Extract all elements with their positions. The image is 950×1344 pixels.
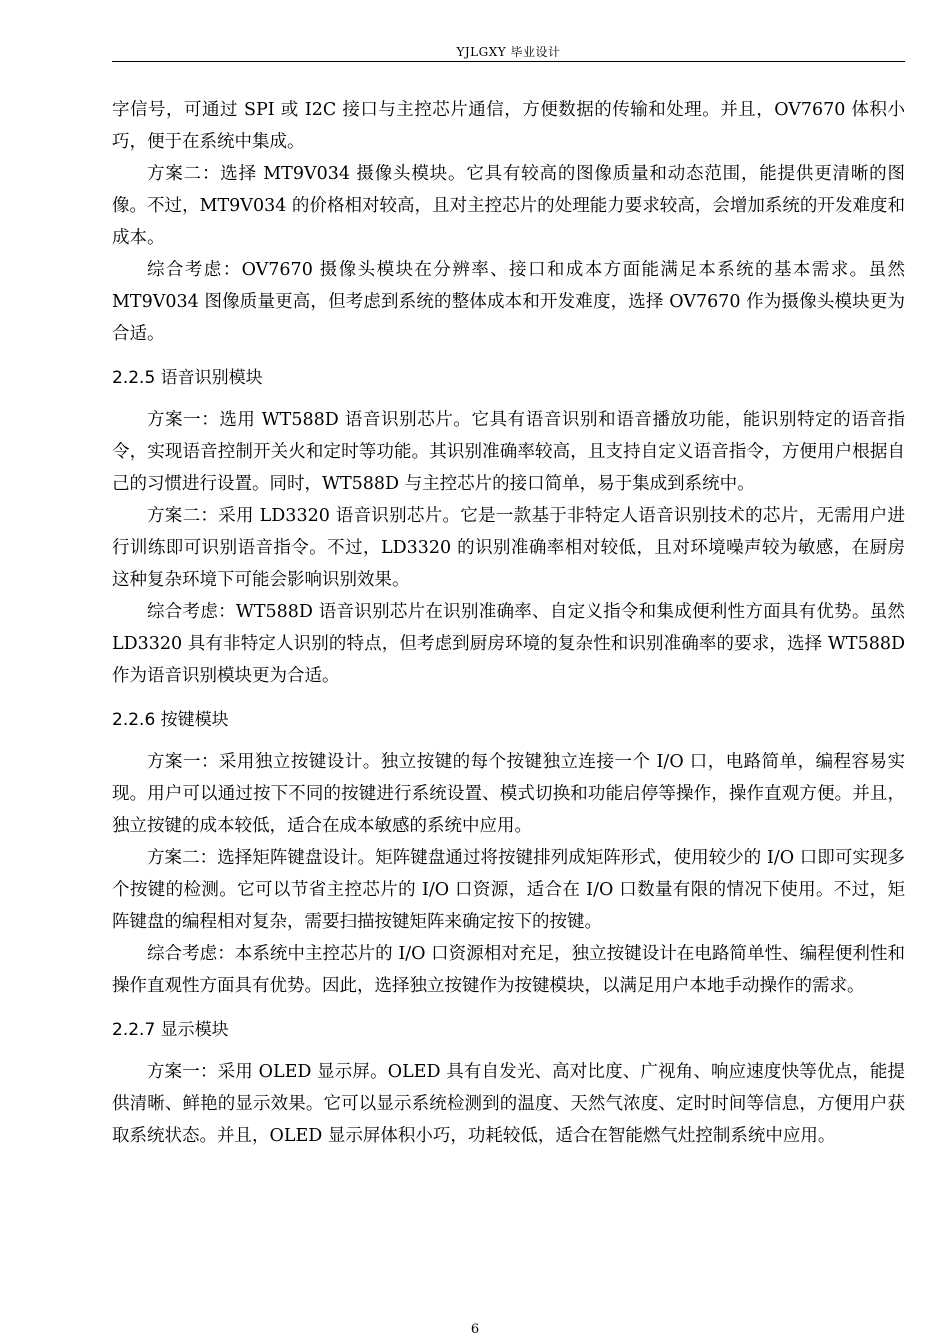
page-header: YJLGXY 毕业设计 [112, 43, 905, 62]
paragraph-display-option-1: 方案一：采用 OLED 显示屏。OLED 具有自发光、高对比度、广视角、响应速度快等优点，能提供清晰、鲜艳的显示效果。它可以显示系统检测到的温度、天然气浓度、定时时间等信息，方便用户获取系统状态。并且，OLED 显示屏体积小巧，功耗较低，适合在智能燃气灶控制系统中应用。 [112, 1062, 905, 1146]
section-heading-2-2-6: 2.2.6 按键模块 [112, 710, 229, 730]
paragraph-camera-conclusion: 综合考虑：OV7670 摄像头模块在分辨率、接口和成本方面能满足本系统的基本需求。虽然 MT9V034 图像质量更高，但考虑到系统的整体成本和开发难度，选择 OV7670 作为摄像头模块更为合适。 [112, 260, 905, 344]
paragraph-camera-option-2: 方案二：选择 MT9V034 摄像头模块。它具有较高的图像质量和动态范围，能提供更清晰的图像。不过，MT9V034 的价格相对较高，且对主控芯片的处理能力要求较高，会增加系统的开发难度和成本。 [112, 164, 905, 248]
document-body [112, 94, 905, 1152]
paragraph-key-conclusion: 综合考虑：本系统中主控芯片的 I/O 口资源相对充足，独立按键设计在电路简单性、编程便利性和操作直观性方面具有优势。因此，选择独立按键作为按键模块，以满足用户本地手动操作的需求。 [112, 944, 905, 996]
paragraph-voice-option-1: 方案一：选用 WT588D 语音识别芯片。它具有语音识别和语音播放功能，能识别特定的语音指令，实现语音控制开关火和定时等功能。其识别准确率较高，且支持自定义语音指令，方便用户根据自己的习惯进行设置。同时，WT588D 与主控芯片的接口简单，易于集成到系统中。 [112, 410, 905, 494]
paragraph-continuation: 字信号，可通过 SPI 或 I2C 接口与主控芯片通信，方便数据的传输和处理。并且，OV7670 体积小巧，便于在系统中集成。 [112, 100, 905, 152]
paragraph-voice-option-2: 方案二：采用 LD3320 语音识别芯片。它是一款基于非特定人语音识别技术的芯片，无需用户进行训练即可识别语音指令。不过，LD3320 的识别准确率相对较低，且对环境噪声较为敏感，在厨房这种复杂环境下可能会影响识别效果。 [112, 506, 905, 590]
paragraph-key-option-2: 方案二：选择矩阵键盘设计。矩阵键盘通过将按键排列成矩阵形式，使用较少的 I/O 口即可实现多个按键的检测。它可以节省主控芯片的 I/O 口资源，适合在 I/O 口数量有限的情况下使用。不过，矩阵键盘的编程相对复杂，需要扫描按键矩阵来确定按下的按键。 [112, 848, 905, 932]
section-heading-2-2-5: 2.2.5 语音识别模块 [112, 368, 263, 388]
section-heading-2-2-7: 2.2.7 显示模块 [112, 1020, 229, 1040]
paragraph-key-option-1: 方案一：采用独立按键设计。独立按键的每个按键独立连接一个 I/O 口，电路简单，编程容易实现。用户可以通过按下不同的按键进行系统设置、模式切换和功能启停等操作，操作直观方便。并且，独立按键的成本较低，适合在成本敏感的系统中应用。 [112, 752, 905, 836]
page-number: 6 [470, 1322, 480, 1337]
paragraph-voice-conclusion: 综合考虑：WT588D 语音识别芯片在识别准确率、自定义指令和集成便利性方面具有优势。虽然 LD3320 具有非特定人识别的特点，但考虑到厨房环境的复杂性和识别准确率的要求，选择 WT588D 作为语音识别模块更为合适。 [112, 602, 905, 686]
